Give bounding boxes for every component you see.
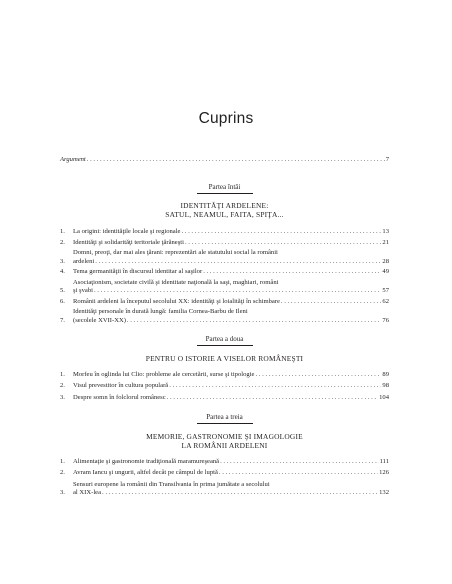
toc-entry-page: 89 — [382, 370, 389, 378]
toc-entry-number: 2. — [60, 469, 65, 477]
toc-entry-number: 7. — [60, 316, 65, 324]
toc-entry-argument[interactable] — [60, 156, 389, 165]
toc-entry-number: 2. — [60, 238, 65, 246]
toc-entry-title: al XIX-lea — [73, 489, 102, 497]
part-heading-line: LA ROMÂNII ARDELENI — [181, 440, 268, 450]
toc-entry-title: ardeleni — [73, 257, 95, 265]
toc-entry-title: Despre somn în folclorul românesc — [73, 393, 166, 401]
toc-entry[interactable] — [60, 308, 389, 325]
part-label: Partea a doua — [205, 335, 244, 344]
toc-entry-title: Identităţi personale în durată lungă: familia Cornea-Barbu de Ileni — [73, 308, 248, 316]
part-label: Partea întâi — [208, 182, 241, 191]
toc-entry-title: (secolele XVII-XX) — [73, 316, 126, 324]
toc-entry-page: 111 — [379, 457, 389, 465]
dot-leader — [203, 268, 381, 277]
dot-leader — [181, 228, 381, 237]
dot-leader — [94, 287, 381, 296]
toc-entry-title: Identităţi şi solidarităţi teritoriale ţărăneşti — [73, 238, 184, 246]
toc-entry-list — [60, 228, 389, 325]
dot-leader — [102, 489, 378, 498]
toc-entry-title: Alimentaţie şi gastronomie tradiţională maramureşeană — [73, 457, 220, 465]
toc-entry-number: 3. — [60, 489, 65, 497]
part-label: Partea a treia — [206, 413, 243, 422]
dot-leader — [127, 317, 381, 326]
dot-leader — [255, 371, 381, 380]
toc-entry[interactable] — [60, 481, 389, 498]
toc-entry-list — [60, 371, 389, 403]
toc-part-1 — [60, 183, 389, 326]
toc-parts — [60, 183, 389, 498]
toc-entry-page: 21 — [382, 238, 389, 246]
part-heading — [60, 354, 389, 363]
toc-entry-list — [60, 458, 389, 498]
part-heading-line: PENTRU O ISTORIE A VISELOR ROMÂNEŞTI — [145, 353, 304, 363]
toc-entry[interactable] — [60, 371, 389, 380]
toc-entry[interactable] — [60, 279, 389, 296]
part-heading — [60, 432, 389, 450]
dot-leader — [167, 394, 378, 403]
toc-entry-page: 98 — [382, 382, 389, 390]
toc-entry-number: 5. — [60, 287, 65, 295]
toc-entry-number: 1. — [60, 457, 65, 465]
part-heading-line: IDENTITĂŢI ARDELENE: — [180, 201, 269, 211]
dot-leader — [87, 156, 385, 165]
toc-entry-number: 3. — [60, 393, 65, 401]
toc-entry-title: Domni, preoţi, dar mai ales ţărani: reprezentări ale statutului social la românii — [73, 249, 278, 257]
toc-part-2 — [60, 335, 389, 402]
toc-entry-title: Asociaţionism, societate civilă şi identitate naţională la saşi, maghiari, români — [73, 278, 279, 286]
toc-entry-page: 104 — [379, 393, 389, 401]
toc-entry-title: Avram Iancu şi ungurii, altfel decât pe câmpul de luptă — [73, 469, 218, 477]
toc-entry-page: 126 — [379, 469, 389, 477]
toc-entry[interactable] — [60, 228, 389, 237]
toc-entry-page: 7 — [385, 156, 389, 163]
part-heading — [60, 201, 389, 219]
toc-entry-title: Morfeu în oglinda lui Clio: probleme ale cercetării, surse şi tipologie — [73, 370, 255, 378]
toc-entry[interactable] — [60, 249, 389, 266]
toc-entry-number: 6. — [60, 297, 65, 305]
page-title: Cuprins — [198, 110, 254, 127]
toc-entry[interactable] — [60, 268, 389, 277]
toc-entry-page: 76 — [382, 316, 389, 324]
toc-entry-title: Sensuri europene la românii din Transilvania în prima jumătate a secolului — [73, 480, 270, 488]
toc-entry-page: 13 — [382, 228, 389, 236]
table-of-contents — [60, 156, 389, 498]
toc-entry-page: 62 — [382, 297, 389, 305]
part-divider — [197, 345, 253, 346]
toc-entry[interactable] — [60, 239, 389, 248]
toc-entry-title: Românii ardeleni la începutul secolului XX: identităţi şi loialităţi în schimbare — [73, 297, 280, 305]
dot-leader — [185, 239, 381, 248]
part-divider — [197, 193, 253, 194]
toc-entry-number: 2. — [60, 382, 65, 390]
toc-entry-number: 1. — [60, 228, 65, 236]
dot-leader — [220, 458, 378, 467]
toc-entry[interactable] — [60, 469, 389, 478]
toc-entry-title: Visul prevestitor în cultura populară — [73, 382, 169, 390]
toc-entry-page: 132 — [379, 489, 389, 497]
dot-leader — [281, 298, 381, 307]
dot-leader — [219, 469, 378, 478]
toc-entry-page: 49 — [382, 268, 389, 276]
part-heading-line: MEMORIE, GASTRONOMIE ŞI IMAGOLOGIE — [146, 431, 303, 441]
toc-entry-title: şi şvabi — [73, 287, 93, 295]
toc-entry[interactable] — [60, 298, 389, 307]
toc-entry-page: 28 — [382, 257, 389, 265]
part-heading-line: SATUL, NEAMUL, FAITA, SPIŢA... — [165, 210, 284, 220]
toc-entry-title: Tema germanităţii în discursul identitar al saşilor — [73, 268, 203, 276]
toc-entry-number: 4. — [60, 268, 65, 276]
toc-entry-title: La origini: identităţile locale şi regionale — [73, 228, 181, 236]
toc-entry-number: 3. — [60, 257, 65, 265]
dot-leader — [169, 382, 381, 391]
toc-entry[interactable] — [60, 394, 389, 403]
toc-entry-page: 57 — [382, 287, 389, 295]
toc-entry[interactable] — [60, 458, 389, 467]
dot-leader — [95, 258, 381, 267]
toc-entry-number: 1. — [60, 370, 65, 378]
toc-entry-label: Argument — [60, 156, 86, 163]
toc-entry[interactable] — [60, 382, 389, 391]
part-divider — [197, 423, 253, 424]
toc-part-3 — [60, 413, 389, 498]
